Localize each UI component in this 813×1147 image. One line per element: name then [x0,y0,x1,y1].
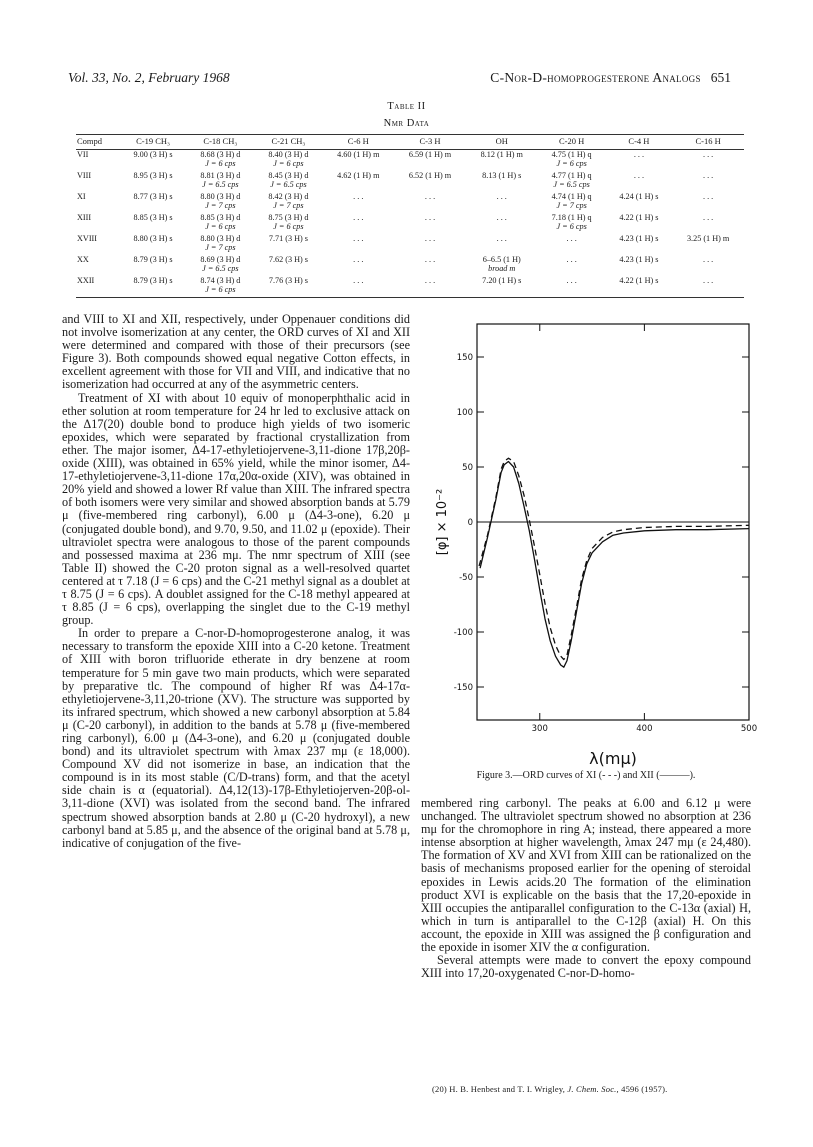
table-cell [76,285,120,297]
table-caption: Table II [387,101,426,112]
table-cell [672,264,744,276]
table-cell: . . . [496,191,507,201]
table-cell: 8.79 (3 H) s [133,275,173,285]
table-cell: . . . [353,191,364,201]
y-axis-label: [φ] × 10⁻² [435,488,450,556]
table-cell: 8.80 (3 H) s [133,233,173,243]
table-cell: . . . [702,149,714,159]
journal-volume-info: Vol. 33, No. 2, February 1968 [68,70,230,85]
table-row [76,255,744,265]
table-row [76,234,744,244]
table-cell: . . . [633,149,645,159]
column-header: C-19 CH₃ [120,135,187,150]
table-cell [76,222,120,234]
table-cell [120,285,187,297]
column-header: C-6 H [322,135,394,150]
table-cell [466,159,538,171]
table-cell: 4.75 (1 H) q [551,149,592,159]
table-cell: . . . [496,233,507,243]
table-cell: XIII [77,212,92,222]
table-cell: J = 7 cps [273,201,304,210]
table-cell: 4.24 (1 H) s [619,191,659,201]
table-cell [76,180,120,192]
y-tick-label: -50 [459,573,473,583]
table-cell: 4.74 (1 H) q [551,191,592,201]
table-cell: . . . [353,254,364,264]
nmr-data-table [76,134,744,298]
table-cell: VII [77,149,89,159]
table-cell: J = 6.5 cps [202,264,239,273]
table-cell [606,222,673,234]
paragraph: and VIII to XI and XII, respectively, under Oppenauer conditions did not involve isomerization at any center, the ORD curves of XI and XII were determined and compared with those of their precursors (see Figure 3). Both compounds showed equal negative Cotton effects, in excellent agreement with those for VII and VIII, and indicative that no isomerization had occurred at any of the asymmetric centers. [62,312,410,392]
table-cell [76,243,120,255]
table-cell: . . . [353,212,364,222]
paragraph: Treatment of XI with about 10 equiv of monoperphthalic acid in ether solution at room temperature for 24 hr led to exclusive attack on the Δ17(20) double bond to produce high yields of two isomeric epoxides, which were separated by fractional crystallization from ether. The major isomer, Δ4-17-ethyletiojervene-3,11-dione 17β,20β-oxide (XIII), was obtained in 65% yield, while the minor isomer, Δ4-17-ethyletiojervene-3,11-dione 17α,20α-oxide (XIV), was obtained in 20% yield and showed a lower Rf value than XIII. The infrared spectra of both isomers were very similar and showed absorption bands at 5.79 μ (five-membered ring carbonyl), 6.00 μ (Δ4-3-one), 6.20 μ (conjugated double bond), and 9.70, 9.50, and 11.02 μ (epoxide). Their ultraviolet spectra were analogous to those of the parent compounds and possessed maxima at 236 mμ. The nmr spectrum of XIII (see Table II) showed the C-20 proton signal as a well-resolved quartet centered at τ 7.18 (J = 6 cps) and the C-21 methyl signal as a doublet at τ 8.75 (J = 6 cps). A doublet assigned for the C-18 methyl appeared at τ 8.85 (J = 6 cps), overlapping the singlet due to the C-19 methyl group. [62,390,410,628]
table-cell: 8.13 (1 H) s [482,170,522,180]
running-head [68,70,731,88]
table-subrow [76,285,744,297]
table-cell: XXII [77,275,95,285]
column-header: C-20 H [538,135,606,150]
x-tick-label: 500 [740,724,758,734]
table-cell [606,264,673,276]
table-row [76,171,744,181]
footnote-authors: H. B. Henbest and T. I. Wrigley, [449,1084,566,1094]
table-cell [466,243,538,255]
table-cell [322,159,394,171]
table-cell: . . . [424,233,436,243]
table-cell [76,264,120,276]
table-cell: . . . [424,191,436,201]
table-cell: 4.62 (1 H) m [337,170,380,180]
table-cell [394,201,466,213]
table-cell [120,243,187,255]
table-cell [254,285,322,297]
table-cell: . . . [424,275,436,285]
table-cell: 7.71 (3 H) s [268,233,308,243]
table-cell: XI [77,191,86,201]
table-cell: J = 6 cps [273,159,304,168]
table-cell [254,264,322,276]
table-cell: . . . [424,212,436,222]
table-cell [466,201,538,213]
column-header: C-21 CH₃ [254,135,322,150]
table-cell: 8.85 (3 H) s [133,212,173,222]
table-cell: 4.22 (1 H) s [619,275,659,285]
table-cell: 7.18 (1 H) q [551,212,592,222]
table-cell: broad m [488,264,516,273]
table-cell [322,264,394,276]
table-cell [466,285,538,297]
table-cell: . . . [566,233,577,243]
table-cell [672,243,744,255]
column-header: C-4 H [606,135,673,150]
paragraph: membered ring carbonyl. The peaks at 6.00 and 6.12 μ were unchanged. The ultraviolet spectrum showed no absorption at 236 mμ for the chromophore in ring A; instead, there appeared a more intense absorption at higher wavelength, λmax 247 mμ (ε 24,480). The formation of XV and XVI from XIII can be rationalized on the basis of mechanisms proposed earlier for the opening of steroidal epoxides in Lewis acids.20 The formation of the elimination product XVI is explicable on the basis that the 17,20-epoxide in XIII occupies the antiparallel configuration to the C-13α (axial) H, which in turn is antiparallel to the C-12β (axial) H. On this account, the epoxide in XIII was assigned the β configuration and the epoxide in isomer XIV the α configuration. [421,796,751,955]
table-cell [120,159,187,171]
table-cell [606,243,673,255]
table-row [76,192,744,202]
table-cell [322,222,394,234]
x-axis-label: λ(mμ) [589,749,637,768]
table-cell: XX [77,254,89,264]
table-cell: J = 6.5 cps [202,180,239,189]
table-cell: J = 6 cps [556,159,587,168]
table-cell: 6–6.5 (1 H) [482,254,521,264]
table-header-row [76,135,744,150]
running-title-text: C-Nor-D-homoprogesterone Analogs [490,70,701,85]
table-cell: 8.85 (3 H) d [200,212,241,222]
table-cell: J = 6 cps [556,222,587,231]
table-cell: . . . [496,212,507,222]
footnote-reference: 4596 (1957). [621,1084,668,1094]
table-cell: 3.25 (1 H) m [686,233,730,243]
table-cell: 9.00 (3 H) s [133,149,173,159]
table-cell [120,222,187,234]
figure-caption: Figure 3.—ORD curves of XI (- - -) and XII (———). [476,770,696,781]
table-cell: 6.59 (1 H) m [408,149,452,159]
table-cell: J = 6 cps [205,222,236,231]
table-cell: 8.68 (3 H) d [200,149,241,159]
table-cell: VIII [77,170,92,180]
table-cell: . . . [353,233,364,243]
y-tick-label: 150 [456,353,473,363]
table-cell: J = 6 cps [205,159,236,168]
table-cell [322,201,394,213]
table-cell: J = 7 cps [205,243,236,252]
table-subcaption: Nmr Data [383,118,430,129]
table-cell [394,243,466,255]
x-tick-label: 400 [636,724,653,734]
table-cell [120,180,187,192]
table-cell [120,201,187,213]
table-cell [322,180,394,192]
y-tick-label: -100 [453,628,473,638]
left-text-column [62,313,410,1133]
table-cell [76,159,120,171]
table-subrow [76,180,744,192]
table-cell: 4.22 (1 H) s [619,212,659,222]
right-text-column [421,797,751,1072]
x-tick-label: 300 [531,724,548,734]
ord-chart [430,306,760,776]
table-cell: 8.12 (1 H) m [480,149,523,159]
table-cell [394,159,466,171]
table-cell: 8.81 (3 H) d [200,170,241,180]
table-cell: 8.77 (3 H) s [133,191,173,201]
table-cell [76,201,120,213]
ord-figure [430,306,760,776]
table-cell [606,201,673,213]
table-cell [672,159,744,171]
table-subrow [76,159,744,171]
table-cell [394,222,466,234]
table-cell: . . . [566,275,577,285]
table-subrow [76,222,744,234]
table-cell [538,243,606,255]
table-cell: 4.23 (1 H) s [619,233,659,243]
table-cell: . . . [702,275,714,285]
table-cell: 8.79 (3 H) s [133,254,173,264]
y-tick-label: 100 [456,408,473,418]
table-cell [120,264,187,276]
table-cell: 8.45 (3 H) d [268,170,309,180]
table-cell [466,222,538,234]
footnote-marker: (20) [432,1084,447,1094]
paragraph: Several attempts were made to convert the epoxy compound XIII into 17,20-oxygenated C-nor-D-homo- [421,953,751,981]
table-cell: J = 6 cps [186,285,254,297]
column-header: OH [466,135,538,150]
table-cell [394,180,466,192]
table-cell: 6.52 (1 H) m [408,170,452,180]
table-subrow [76,243,744,255]
table-cell [466,180,538,192]
table-cell: J = 7 cps [205,201,236,210]
table-cell: J = 7 cps [556,201,587,210]
table-cell: 8.42 (3 H) d [268,191,309,201]
table-cell [672,222,744,234]
footnote-journal: J. Chem. Soc., [567,1084,619,1094]
article-running-title [490,70,731,86]
table-cell: 8.80 (3 H) d [200,191,241,201]
table-cell: 7.76 (3 H) s [268,275,308,285]
table-cell [538,264,606,276]
series-xii-curve [480,462,749,668]
y-tick-label: -150 [453,683,473,693]
table-row [76,149,744,159]
table-cell: 8.40 (3 H) d [268,149,309,159]
column-header: C-18 CH₃ [186,135,254,150]
table-cell: . . . [702,191,714,201]
y-tick-label: 0 [467,518,473,528]
table-cell: . . . [424,254,436,264]
table-cell: 7.62 (3 H) s [268,254,308,264]
table-cell: 8.95 (3 H) s [133,170,173,180]
table-cell: 8.80 (3 H) d [200,233,241,243]
table-cell [394,285,466,297]
column-header: C-3 H [394,135,466,150]
table-cell: J = 6.5 cps [270,180,307,189]
table-cell [672,201,744,213]
table-cell: 4.23 (1 H) s [619,254,659,264]
table-row [76,276,744,286]
table-cell: . . . [702,254,714,264]
y-tick-label: 50 [462,463,473,473]
table-cell [606,159,673,171]
table-cell [394,264,466,276]
table-cell: 8.69 (3 H) d [200,254,241,264]
table-cell [322,243,394,255]
table-cell: J = 6 cps [273,222,304,231]
table-subrow [76,201,744,213]
table-subrow [76,264,744,276]
paragraph: In order to prepare a C-nor-D-homoprogesterone analog, it was necessary to transform the epoxide XIII into a C-20 ketone. Treatment of XIII with boron trifluoride etherate in dry benzene at room temperature for 5 min gave two main products, which were separated by preparative tlc. The compound of higher Rf was Δ4-17α-ethyletiojervene-3,11,20-trione (XV). The structure was supported by its infrared spectrum, which showed a new carbonyl absorption at 5.84 μ (C-20 carbonyl), in addition to the bands at 5.78 μ (five-membered ring carbonyl), 6.00 μ (Δ4-3-one), and 6.20 μ (conjugated double bond) and its ultraviolet spectrum with λmax 237 mμ (ε 18,000). Compound XV did not isomerize in base, an indication that the compound is in its most stable (C/D-trans) form, and that the acetyl side chain is α (equatorial). Δ4,12(13)-17β-Ethyletiojerven-20β-ol-3,11-dione (XVI) was isolated from the second band. The infrared spectrum showed absorption bands at 2.80 μ (C-20 hydroxyl), a new carbonyl band at 5.85 μ, and the absence of the original band at 5.78 μ, indicative of conjugation of the five- [62,626,410,850]
table-cell [606,285,673,297]
table-cell [606,180,673,192]
table-cell: 8.75 (3 H) d [268,212,309,222]
table-cell [322,285,394,297]
table-cell: . . . [566,254,577,264]
table-cell [672,180,744,192]
table-cell [538,285,606,297]
table-cell: . . . [633,170,645,180]
table-cell [254,243,322,255]
table-cell: XVIII [77,233,98,243]
table-cell: 7.20 (1 H) s [482,275,522,285]
table-cell: . . . [702,170,714,180]
table-cell: . . . [702,212,714,222]
table-cell: 4.77 (1 H) q [551,170,592,180]
column-header: Compd [76,135,120,150]
table-cell [672,285,744,297]
table-cell: 4.60 (1 H) m [337,149,380,159]
page-number: 651 [710,70,731,85]
column-header: C-16 H [672,135,744,150]
table-cell: J = 6.5 cps [553,180,590,189]
table-cell: . . . [353,275,364,285]
footnote [432,1084,752,1094]
table-body [76,149,744,297]
table-cell: 8.74 (3 H) d [200,275,241,285]
table-row [76,213,744,223]
